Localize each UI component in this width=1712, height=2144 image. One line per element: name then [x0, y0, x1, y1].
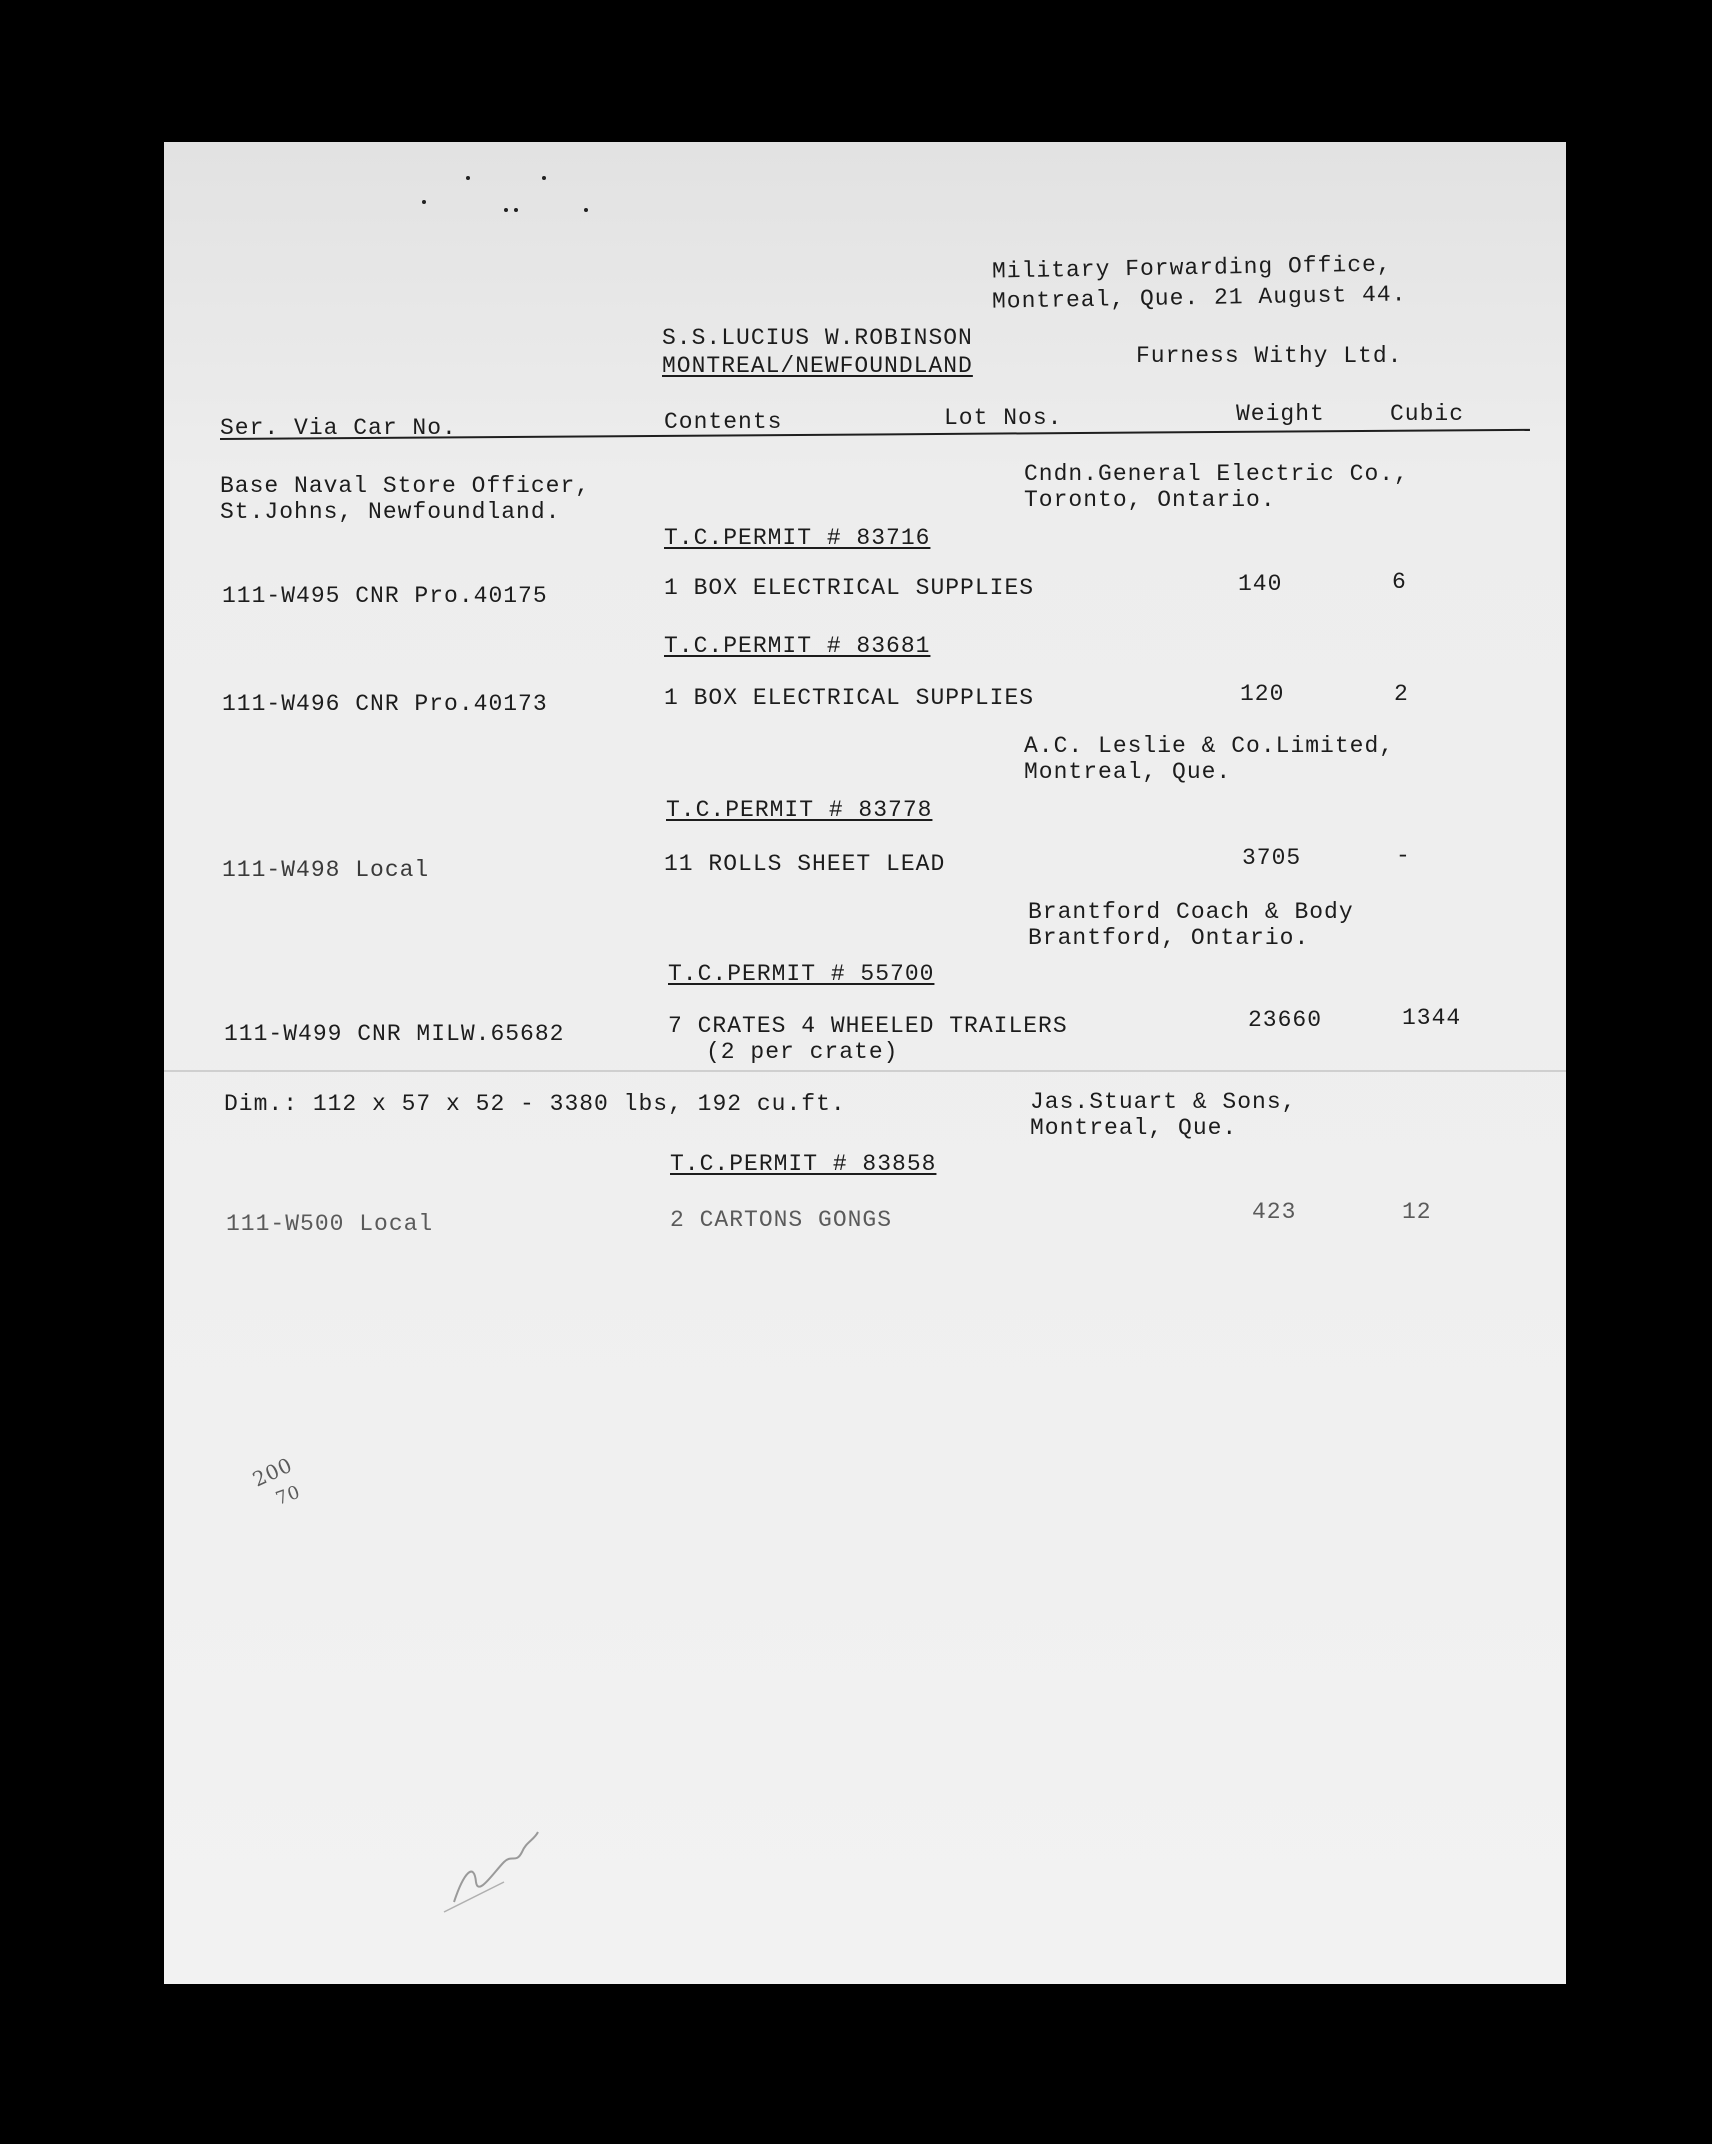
contents: 11 ROLLS SHEET LEAD: [664, 851, 946, 877]
office-line-2: Montreal, Que. 21 August 44.: [991, 281, 1407, 315]
ink-mark: [466, 176, 470, 180]
shipper-line-2: Montreal, Que.: [1024, 759, 1232, 785]
shipper-line-1: Jas.Stuart & Sons,: [1030, 1089, 1297, 1115]
fold-line: [164, 1070, 1566, 1072]
weight: 120: [1240, 681, 1285, 707]
column-cubic: Cubic: [1390, 401, 1465, 427]
weight: 423: [1252, 1199, 1297, 1225]
ser-car-number: 111-W498 Local: [222, 857, 430, 883]
cubic: 6: [1392, 569, 1407, 595]
shipper-line-2: Montreal, Que.: [1030, 1115, 1238, 1141]
document-sheet: [164, 142, 1566, 1984]
ser-car-number: 111-W495 CNR Pro.40175: [222, 583, 548, 609]
ink-mark: [584, 208, 588, 212]
weight: 23660: [1248, 1007, 1323, 1033]
ink-mark: [542, 176, 546, 180]
cubic: 12: [1402, 1199, 1432, 1225]
column-lot: Lot Nos.: [944, 405, 1063, 431]
shipper-line-2: Toronto, Ontario.: [1024, 487, 1276, 513]
column-weight: Weight: [1236, 401, 1325, 427]
ser-car-number: 111-W499 CNR MILW.65682: [224, 1021, 565, 1047]
column-contents: Contents: [664, 409, 783, 435]
cubic: 1344: [1402, 1005, 1462, 1031]
consignee-line-2: St.Johns, Newfoundland.: [220, 499, 561, 525]
contents: 1 BOX ELECTRICAL SUPPLIES: [664, 685, 1035, 711]
contents-detail: (2 per crate): [706, 1039, 899, 1065]
cubic: 2: [1394, 681, 1409, 707]
permit-number: T.C.PERMIT # 83681: [664, 633, 931, 659]
ink-mark: [514, 208, 518, 212]
route: MONTREAL/NEWFOUNDLAND: [662, 353, 973, 379]
ship-name: S.S.LUCIUS W.ROBINSON: [662, 325, 973, 351]
shipper-line-1: Cndn.General Electric Co.,: [1024, 461, 1409, 487]
handwritten-note: 200: [248, 1452, 297, 1492]
weight: 3705: [1242, 845, 1302, 871]
agent-name: Furness Withy Ltd.: [1136, 343, 1403, 369]
ink-mark: [504, 208, 508, 212]
shipper-line-1: A.C. Leslie & Co.Limited,: [1024, 733, 1395, 759]
permit-number: T.C.PERMIT # 83716: [664, 525, 931, 551]
ser-car-number: 111-W500 Local: [226, 1211, 434, 1237]
shipper-line-2: Brantford, Ontario.: [1028, 925, 1310, 951]
permit-number: T.C.PERMIT # 83778: [666, 797, 933, 823]
contents: 2 CARTONS GONGS: [670, 1207, 893, 1233]
contents: 7 CRATES 4 WHEELED TRAILERS: [668, 1013, 1068, 1039]
shipper-line-1: Brantford Coach & Body: [1028, 899, 1354, 925]
cubic: -: [1396, 843, 1411, 869]
ser-car-number: 111-W496 CNR Pro.40173: [222, 691, 548, 717]
handwritten-note: 70: [272, 1481, 304, 1510]
ink-mark: [422, 200, 426, 204]
office-line-1: Military Forwarding Office,: [991, 251, 1392, 285]
permit-number: T.C.PERMIT # 83858: [670, 1151, 937, 1177]
contents: 1 BOX ELECTRICAL SUPPLIES: [664, 575, 1035, 601]
permit-number: T.C.PERMIT # 55700: [668, 961, 935, 987]
signature-scribble: [434, 1802, 594, 1922]
consignee-line-1: Base Naval Store Officer,: [220, 473, 591, 499]
weight: 140: [1238, 571, 1283, 597]
dimensions-note: Dim.: 112 x 57 x 52 - 3380 lbs, 192 cu.ft.: [224, 1091, 846, 1117]
column-ser: Ser. Via Car No.: [220, 415, 457, 441]
